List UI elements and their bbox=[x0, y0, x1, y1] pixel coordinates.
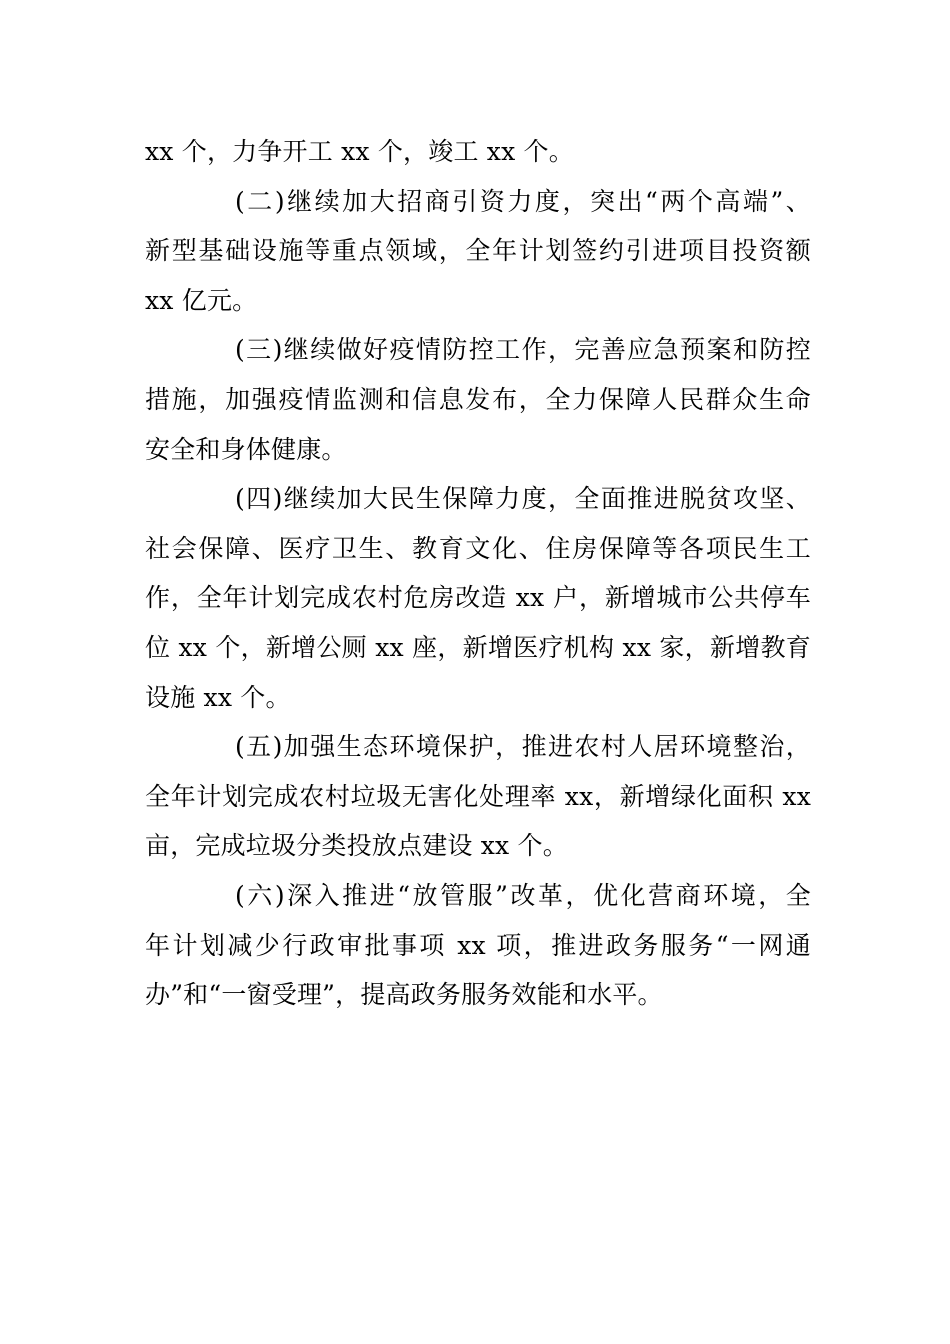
text-line: 新型基础设施等重点领域，全年计划签约引进项目投资额 bbox=[145, 236, 811, 266]
text-line: 位 xx 个，新增公厕 xx 座，新增医疗机构 xx 家，新增教育 bbox=[145, 632, 811, 662]
text-line: 亩，完成垃圾分类投放点建设 xx 个。 bbox=[145, 831, 568, 861]
paragraph-start-line: (三)继续做好疫情防控工作，完善应急预案和防控 bbox=[235, 335, 811, 365]
text-line: xx 个，力争开工 xx 个，竣工 xx 个。 bbox=[145, 137, 574, 166]
text-line: 措施，加强疫情监测和信息发布，全力保障人民群众生命 bbox=[145, 384, 811, 414]
paragraph-start-line: (五)加强生态环境保护，推进农村人居环境整治， bbox=[235, 732, 811, 762]
paragraph-start-line: (二)继续加大招商引资力度，突出“两个高端”、 bbox=[235, 186, 811, 216]
text-line: 设施 xx 个。 bbox=[145, 682, 291, 712]
text-line: 作，全年计划完成农村危房改造 xx 户，新增城市公共停车 bbox=[145, 583, 811, 613]
text-line: 社会保障、医疗卫生、教育文化、住房保障等各项民生工 bbox=[145, 533, 811, 563]
text-line: 安全和身体健康。 bbox=[145, 434, 347, 464]
document-body bbox=[145, 127, 811, 1020]
text-line: 全年计划完成农村垃圾无害化处理率 xx，新增绿化面积 xx bbox=[145, 781, 811, 811]
text-line: 年计划减少行政审批事项 xx 项，推进政务服务“一网通 bbox=[145, 930, 811, 960]
paragraph-start-line: (六)深入推进“放管服”改革，优化营商环境，全 bbox=[235, 880, 811, 910]
paragraph-start-line: (四)继续加大民生保障力度，全面推进脱贫攻坚、 bbox=[235, 484, 811, 514]
text-line: xx 亿元。 bbox=[145, 285, 258, 315]
text-line: 办”和“一窗受理”，提高政务服务效能和水平。 bbox=[145, 980, 663, 1010]
